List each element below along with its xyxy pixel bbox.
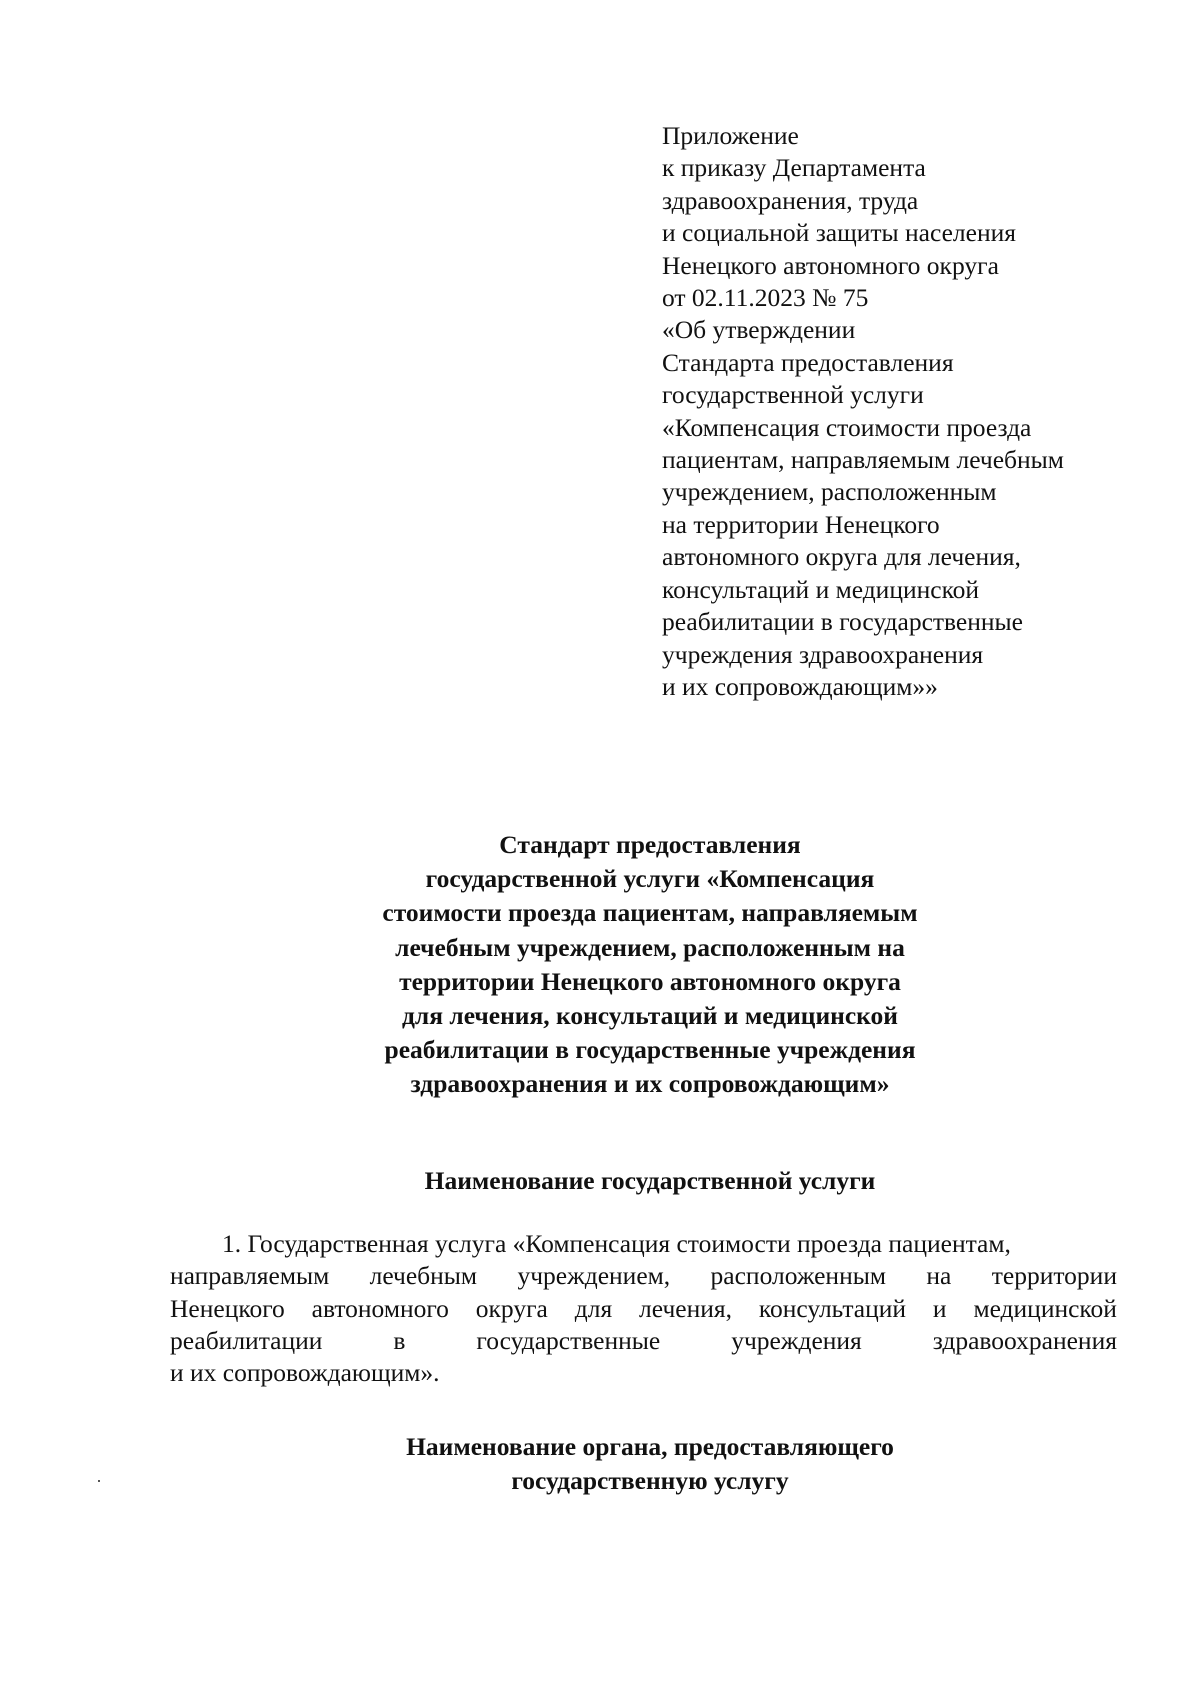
appendix-order-date-number: от 02.11.2023 № 75 <box>662 283 869 313</box>
word: автономного <box>311 1293 449 1323</box>
word: направляемым <box>170 1261 330 1291</box>
appendix-line: к приказу Департамента <box>662 153 926 183</box>
document-title-line: государственной услуги «Компенсация <box>425 864 875 894</box>
word: учреждения <box>731 1325 862 1355</box>
word: округа <box>475 1293 548 1323</box>
word: в <box>393 1325 406 1355</box>
appendix-line: и социальной защиты населения <box>662 218 1016 248</box>
section-heading-text: Наименование органа, предоставляющего <box>406 1432 894 1461</box>
section-heading-text: государственную услугу <box>511 1466 789 1495</box>
appendix-line: на территории Ненецкого <box>662 509 940 539</box>
appendix-line: «Об утверждении <box>662 315 856 345</box>
word: здравоохранения <box>932 1325 1117 1355</box>
word: реабилитации <box>170 1325 323 1355</box>
section-heading-service-name <box>170 1164 1130 1198</box>
word: для <box>574 1293 613 1323</box>
appendix-line: здравоохранения, труда <box>662 185 919 215</box>
word: лечебным <box>369 1261 478 1291</box>
appendix-line: Приложение <box>662 121 799 150</box>
word: Ненецкого <box>170 1293 285 1323</box>
appendix-line: пациентам, направляемым лечебным <box>662 445 1064 475</box>
section-heading-text: Наименование государственной услуги <box>424 1166 876 1195</box>
word: территории <box>991 1261 1117 1291</box>
document-title-line: стоимости проезда пациентам, направляемым <box>382 898 918 928</box>
paragraph-line <box>170 1293 1117 1325</box>
document-title-line: реабилитации в государственные учреждения <box>384 1035 916 1065</box>
document-title-line: лечебным учреждением, расположенным на <box>395 932 905 962</box>
appendix-line: и их сопровождающим»» <box>662 671 938 701</box>
scan-speck <box>98 1480 100 1482</box>
appendix-line: учреждением, расположенным <box>662 477 997 507</box>
appendix-line: Стандарта предоставления <box>662 347 954 377</box>
appendix-line: реабилитации в государственные <box>662 607 1023 637</box>
word: и <box>932 1293 947 1323</box>
appendix-line: Ненецкого автономного округа <box>662 250 999 280</box>
appendix-line: консультаций и медицинской <box>662 574 980 604</box>
paragraph-1 <box>170 1228 1117 1389</box>
document-title-line: территории Ненецкого автономного округа <box>399 966 901 996</box>
word: лечения, <box>639 1293 732 1323</box>
document-title <box>170 828 1130 1102</box>
appendix-block <box>662 120 1122 703</box>
paragraph-line <box>170 1260 1117 1292</box>
word: консультаций <box>758 1293 907 1323</box>
section-heading-authority <box>170 1430 1130 1498</box>
appendix-line: государственной услуги <box>662 380 924 410</box>
document-title-line: здравоохранения и их сопровождающим» <box>410 1069 890 1099</box>
document-title-line: Стандарт предоставления <box>499 830 801 859</box>
word: медицинской <box>973 1293 1117 1323</box>
appendix-line: автономного округа для лечения, <box>662 542 1021 572</box>
paragraph-line: и их сопровождающим». <box>170 1358 440 1388</box>
paragraph-line: 1. Государственная услуга «Компенсация стоимости проезда пациентам, <box>222 1229 1011 1258</box>
word: на <box>926 1261 952 1291</box>
appendix-line: «Компенсация стоимости проезда <box>662 412 1032 442</box>
word: учреждением, <box>517 1261 671 1291</box>
word: государственные <box>476 1325 661 1355</box>
paragraph-line <box>170 1325 1117 1357</box>
appendix-line: учреждения здравоохранения <box>662 639 984 669</box>
word: расположенным <box>710 1261 886 1291</box>
document-title-line: для лечения, консультаций и медицинской <box>402 1001 898 1031</box>
